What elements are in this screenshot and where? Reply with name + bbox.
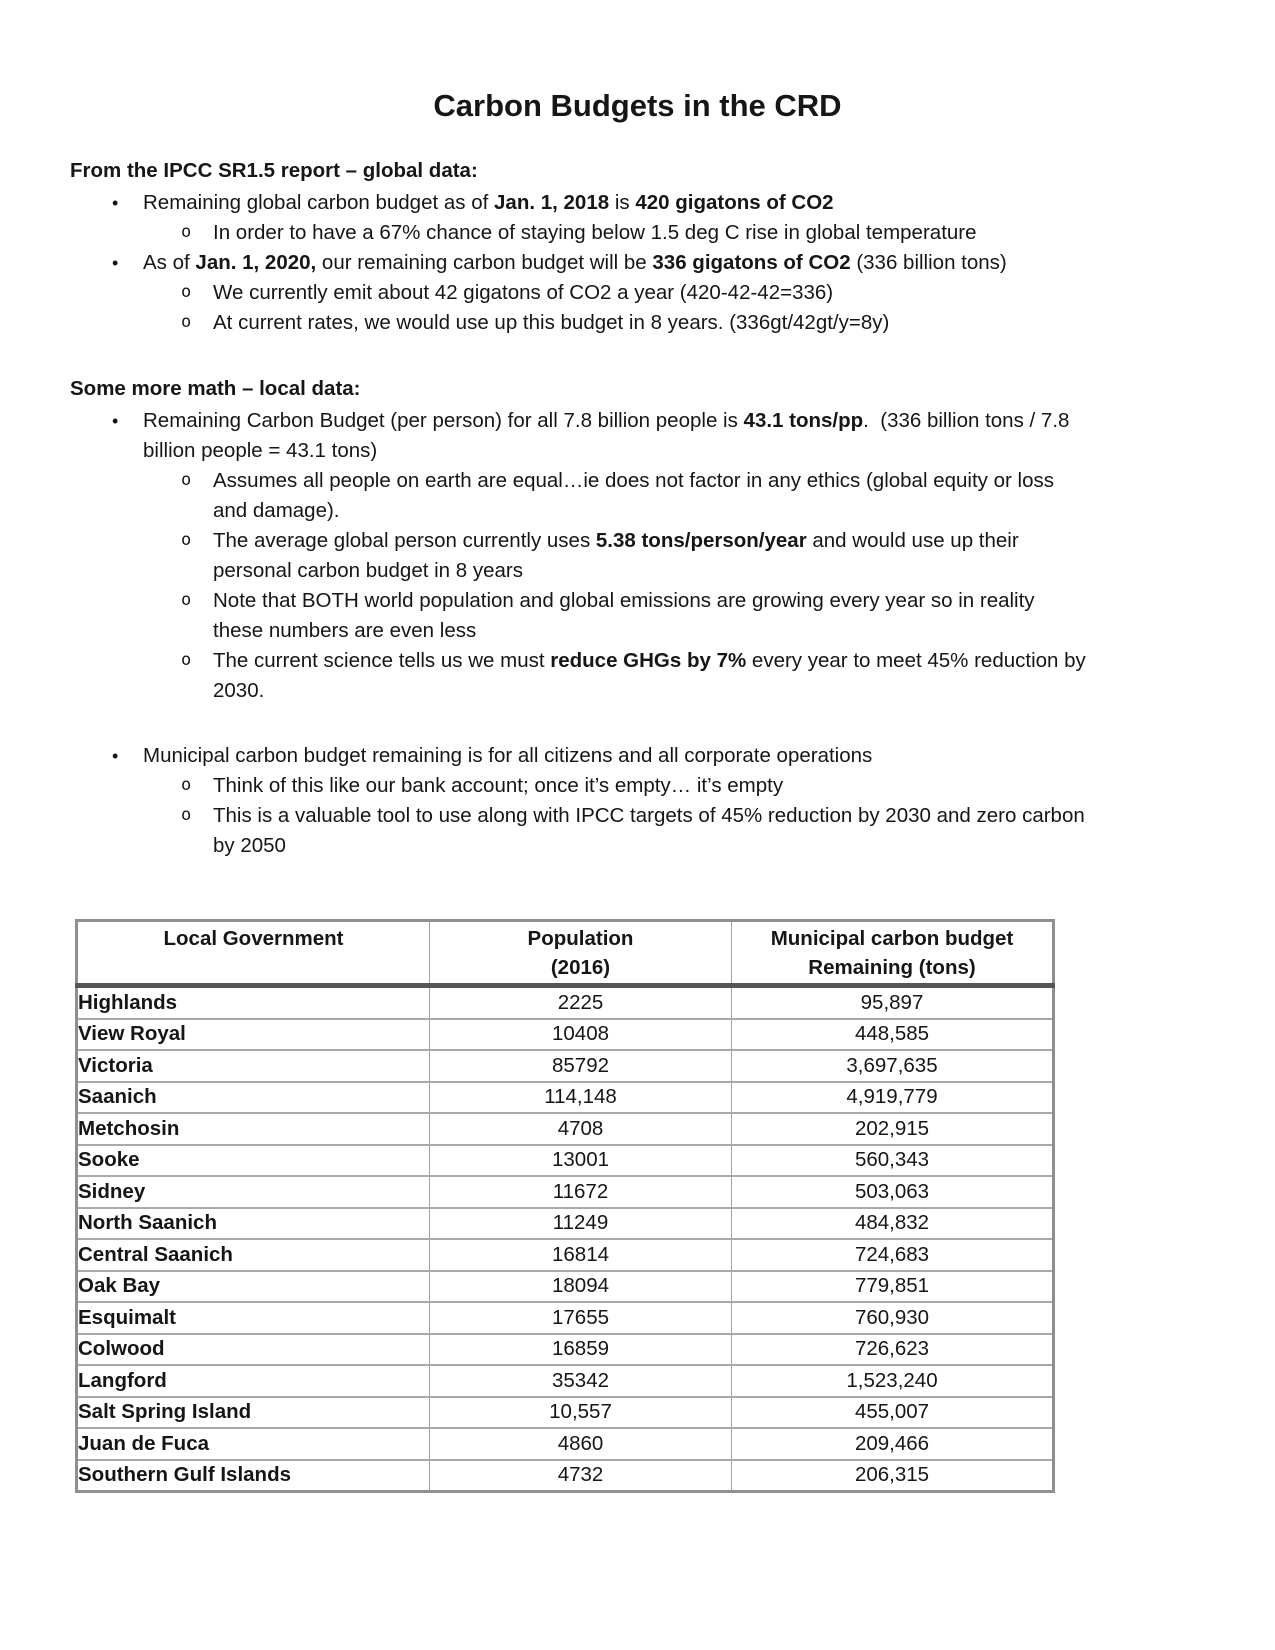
text-run: Think of this like our bank account; once it’s empty… it’s empty [213, 774, 784, 797]
cell-population: 4708 [430, 1113, 732, 1145]
text-line [213, 526, 1205, 556]
cell-population: 10408 [430, 1019, 732, 1051]
bullet-list-local [70, 406, 1205, 861]
text-run: 2030. [213, 679, 265, 702]
col-header-line: (2016) [550, 956, 611, 979]
cell-population: 16859 [430, 1334, 732, 1366]
col-header-population [430, 921, 732, 986]
cell-government: Juan de Fuca [77, 1428, 430, 1460]
section-heading-global: From the IPCC SR1.5 report – global data: [70, 159, 478, 182]
text-line [213, 466, 1205, 496]
text-line [213, 801, 1205, 831]
bullet-item [70, 188, 1205, 218]
cell-budget: 95,897 [732, 986, 1054, 1019]
text-run: At current rates, we would use up this budget in 8 years. (336gt/42gt/y=8y) [213, 311, 890, 334]
cell-budget: 209,466 [732, 1428, 1054, 1460]
cell-government: View Royal [77, 1019, 430, 1051]
text-line [143, 741, 1205, 771]
bullet-item [70, 406, 1205, 466]
cell-budget: 726,623 [732, 1334, 1054, 1366]
text-line [143, 188, 1205, 218]
cell-budget: 503,063 [732, 1176, 1054, 1208]
sub-bullet-item [70, 646, 1205, 706]
bullet-list-global [70, 188, 1205, 338]
table-row [77, 1428, 1054, 1460]
table-row [77, 1239, 1054, 1271]
cell-population: 4860 [430, 1428, 732, 1460]
table-row [77, 1334, 1054, 1366]
cell-government: Metchosin [77, 1113, 430, 1145]
text-run: We currently emit about 42 gigatons of CO2 a year (420-42-42=336) [213, 281, 834, 304]
text-run: Remaining global carbon budget as of [143, 191, 495, 214]
table-row [77, 986, 1054, 1019]
text-line [213, 676, 1205, 706]
text-run: (336 billion tons) [850, 251, 1007, 274]
text-run: every year to meet 45% reduction by [746, 649, 1086, 672]
section-global-data [70, 156, 1205, 338]
cell-government: Central Saanich [77, 1239, 430, 1271]
circle-bullet-icon: o [181, 775, 192, 795]
circle-bullet-icon: o [181, 650, 192, 670]
text-line [213, 278, 1205, 308]
bullet-icon: • [112, 253, 119, 273]
col-header-line: Municipal carbon budget [770, 927, 1014, 950]
table-row [77, 1082, 1054, 1114]
text-run: . (336 billion tons / 7.8 [863, 409, 1070, 432]
text-line [213, 496, 1205, 526]
text-run: The average global person currently uses [213, 529, 596, 552]
sub-bullet-item [70, 278, 1205, 308]
bullet-icon: • [112, 746, 119, 766]
cell-population: 35342 [430, 1365, 732, 1397]
text-line [143, 248, 1205, 278]
text-line [213, 616, 1205, 646]
table-row [77, 1208, 1054, 1240]
cell-government: Saanich [77, 1082, 430, 1114]
text-line [213, 556, 1205, 586]
text-line [143, 406, 1205, 436]
text-run: by 2050 [213, 834, 286, 857]
cell-budget: 484,832 [732, 1208, 1054, 1240]
cell-budget: 560,343 [732, 1145, 1054, 1177]
table-row [77, 1397, 1054, 1429]
text-run: As of [143, 251, 196, 274]
sub-bullet-item [70, 586, 1205, 646]
table-row [77, 1302, 1054, 1334]
text-line [213, 308, 1205, 338]
section-heading-local: Some more math – local data: [70, 377, 361, 400]
bullet-icon: • [112, 411, 119, 431]
table-row [77, 1019, 1054, 1051]
cell-government: Colwood [77, 1334, 430, 1366]
sub-bullet-item [70, 526, 1205, 586]
cell-population: 11672 [430, 1176, 732, 1208]
bullet-icon: • [112, 193, 119, 213]
cell-population: 17655 [430, 1302, 732, 1334]
cell-budget: 206,315 [732, 1460, 1054, 1492]
col-header-line: Population [527, 927, 634, 950]
cell-government: Victoria [77, 1050, 430, 1082]
circle-bullet-icon: o [181, 282, 192, 302]
text-run: Assumes all people on earth are equal…ie does not factor in any ethics (global equity or loss [213, 469, 1054, 492]
col-header-line: Local Government [163, 927, 344, 950]
sub-bullet-item [70, 801, 1205, 861]
text-run: Note that BOTH world population and global emissions are growing every year so in reality [213, 589, 1035, 612]
col-header-line: Remaining (tons) [808, 956, 976, 979]
cell-population: 4732 [430, 1460, 732, 1492]
cell-government: Oak Bay [77, 1271, 430, 1303]
sub-bullet-item [70, 308, 1205, 338]
table-row [77, 1365, 1054, 1397]
cell-government: North Saanich [77, 1208, 430, 1240]
table-row [77, 1460, 1054, 1492]
cell-government: Sooke [77, 1145, 430, 1177]
circle-bullet-icon: o [181, 312, 192, 332]
sub-bullet-item [70, 466, 1205, 526]
text-line [213, 771, 1205, 801]
bullet-item [70, 248, 1205, 278]
cell-population: 10,557 [430, 1397, 732, 1429]
table-row [77, 1271, 1054, 1303]
text-run: 5.38 tons/person/year [595, 529, 807, 552]
sub-bullet-item [70, 218, 1205, 248]
cell-budget: 4,919,779 [732, 1082, 1054, 1114]
cell-budget: 3,697,635 [732, 1050, 1054, 1082]
cell-government: Esquimalt [77, 1302, 430, 1334]
text-run: Municipal carbon budget remaining is for all citizens and all corporate operations [143, 744, 873, 767]
table-row [77, 1050, 1054, 1082]
cell-government: Sidney [77, 1176, 430, 1208]
text-run: these numbers are even less [213, 619, 477, 642]
cell-budget: 779,851 [732, 1271, 1054, 1303]
cell-population: 2225 [430, 986, 732, 1019]
text-run: This is a valuable tool to use along with IPCC targets of 45% reduction by 2030 and zero carbon [213, 804, 1085, 827]
table-row [77, 1176, 1054, 1208]
text-line [213, 218, 1205, 248]
cell-budget: 760,930 [732, 1302, 1054, 1334]
data-table [75, 919, 1055, 1493]
text-run: reduce GHGs by 7% [550, 649, 747, 672]
cell-population: 114,148 [430, 1082, 732, 1114]
cell-budget: 202,915 [732, 1113, 1054, 1145]
cell-population: 18094 [430, 1271, 732, 1303]
section-local-data [70, 374, 1205, 861]
text-run: Remaining Carbon Budget (per person) for all 7.8 billion people is [143, 409, 744, 432]
text-run: billion people = 43.1 tons) [143, 439, 378, 462]
text-run: In order to have a 67% chance of staying below 1.5 deg C rise in global temperature [213, 221, 977, 244]
text-run: is [609, 191, 636, 214]
col-header-government [77, 921, 430, 986]
table-header-row [77, 921, 1054, 986]
text-run: personal carbon budget in 8 years [213, 559, 523, 582]
cell-budget: 448,585 [732, 1019, 1054, 1051]
page-title: Carbon Budgets in the CRD [433, 88, 842, 123]
cell-budget: 724,683 [732, 1239, 1054, 1271]
text-run: and would use up their [806, 529, 1019, 552]
circle-bullet-icon: o [181, 590, 192, 610]
cell-population: 85792 [430, 1050, 732, 1082]
text-line [213, 646, 1205, 676]
text-line [143, 436, 1205, 466]
cell-government: Highlands [77, 986, 430, 1019]
table-body [77, 986, 1054, 1492]
text-line [213, 831, 1205, 861]
circle-bullet-icon: o [181, 530, 192, 550]
cell-government: Salt Spring Island [77, 1397, 430, 1429]
cell-budget: 455,007 [732, 1397, 1054, 1429]
text-run: Jan. 1, 2020, [195, 251, 317, 274]
cell-population: 13001 [430, 1145, 732, 1177]
cell-government: Langford [77, 1365, 430, 1397]
text-run: The current science tells us we must [213, 649, 551, 672]
table-row [77, 1145, 1054, 1177]
cell-government: Southern Gulf Islands [77, 1460, 430, 1492]
cell-budget: 1,523,240 [732, 1365, 1054, 1397]
col-header-budget [732, 921, 1054, 986]
circle-bullet-icon: o [181, 805, 192, 825]
text-run: 43.1 tons/pp [743, 409, 864, 432]
cell-population: 16814 [430, 1239, 732, 1271]
text-line [213, 586, 1205, 616]
bullet-item [70, 741, 1205, 771]
sub-bullet-item [70, 771, 1205, 801]
text-run: 420 gigatons of CO2 [635, 191, 834, 214]
circle-bullet-icon: o [181, 222, 192, 242]
text-run: our remaining carbon budget will be [316, 251, 653, 274]
circle-bullet-icon: o [181, 470, 192, 490]
text-run: and damage). [213, 499, 340, 522]
text-run: Jan. 1, 2018 [494, 191, 610, 214]
table-row [77, 1113, 1054, 1145]
cell-population: 11249 [430, 1208, 732, 1240]
text-run: 336 gigatons of CO2 [652, 251, 851, 274]
